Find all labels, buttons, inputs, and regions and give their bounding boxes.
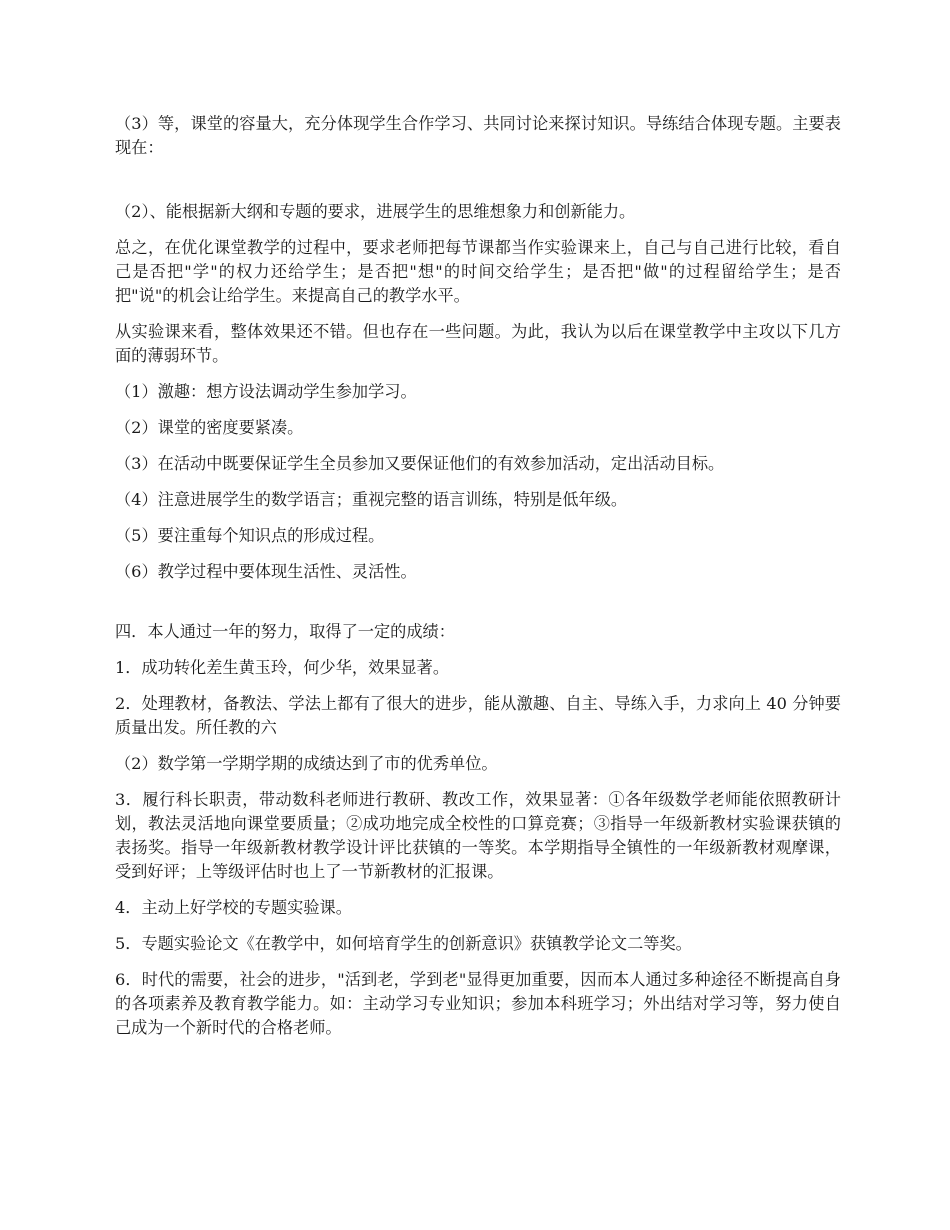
achievement-item-2-cont: （2）数学第一学期学期的成绩达到了市的优秀单位。 xyxy=(115,754,498,773)
achievement-item-2: 2．处理教材，备教法、学法上都有了很大的进步，能从激趣、自主、导练入手，力求向上 40 分钟要质量出发。所任教的六 xyxy=(115,694,841,737)
list-item-weak-5: （5）要注重每个知识点的形成过程。 xyxy=(115,526,385,545)
achievement-item-3: 3．履行科长职责，带动数科老师进行教研、教改工作，效果显著：①各年级数学老师能依照教研计划，教法灵活地向课堂要质量；②成功地完成全校性的口算竞赛；③指导一年级新教材实验课获镇的表扬奖。指导一年级新教材教学设计评比获镇的一等奖。本学期指导全镇性的一年级新教材观摩课，受到好评；上等级评估时也上了一节新教材的汇报课。 xyxy=(115,790,841,881)
list-item-weak-3: （3）在活动中既要保证学生全员参加又要保证他们的有效参加活动，定出活动目标。 xyxy=(115,454,725,473)
list-item-weak-1: （1）激趣：想方设法调动学生参加学习。 xyxy=(115,382,417,401)
section-heading-achievements: 四．本人通过一年的努力，取得了一定的成绩： xyxy=(115,622,455,641)
achievement-item-1: 1．成功转化差生黄玉玲，何少华，效果显著。 xyxy=(115,658,450,677)
paragraph-intro-3: （3）等，课堂的容量大，充分体现学生合作学习、共同讨论来探讨知识。导练结合体现专题。主要表现在： xyxy=(115,114,841,157)
paragraph-item-2-ability: （2）、能根据新大纲和专题的要求，进展学生的思维想象力和创新能力。 xyxy=(115,202,636,221)
list-item-weak-4: （4）注意进展学生的数学语言；重视完整的语言训练，特别是低年级。 xyxy=(115,490,628,509)
achievement-item-6: 6．时代的需要，社会的进步，"活到老，学到老"显得更加重要，因而本人通过多种途径不断提高自身的各项素养及教育教学能力。如：主动学习专业知识；参加本科班学习；外出结对学习等，努力使自己成为一个新时代的合格老师。 xyxy=(115,970,841,1037)
paragraph-summary: 总之，在优化课堂教学的过程中，要求老师把每节课都当作实验课来上，自己与自己进行比较，看自己是否把"学"的权力还给学生；是否把"想"的时间交给学生；是否把"做"的过程留给学生；是否把"说"的机会让给学生。来提高自己的教学水平。 xyxy=(115,238,841,305)
document-body xyxy=(115,112,841,1052)
paragraph-weak-points-intro: 从实验课来看，整体效果还不错。但也存在一些问题。为此，我认为以后在课堂教学中主攻以下几方面的薄弱环节。 xyxy=(115,322,841,365)
list-item-weak-2: （2）课堂的密度要紧凑。 xyxy=(115,418,304,437)
list-item-weak-6: （6）教学过程中要体现生活性、灵活性。 xyxy=(115,562,417,581)
achievement-item-4: 4．主动上好学校的专题实验课。 xyxy=(115,898,352,917)
achievement-item-5: 5．专题实验论文《在教学中，如何培育学生的创新意识》获镇教学论文二等奖。 xyxy=(115,934,692,953)
